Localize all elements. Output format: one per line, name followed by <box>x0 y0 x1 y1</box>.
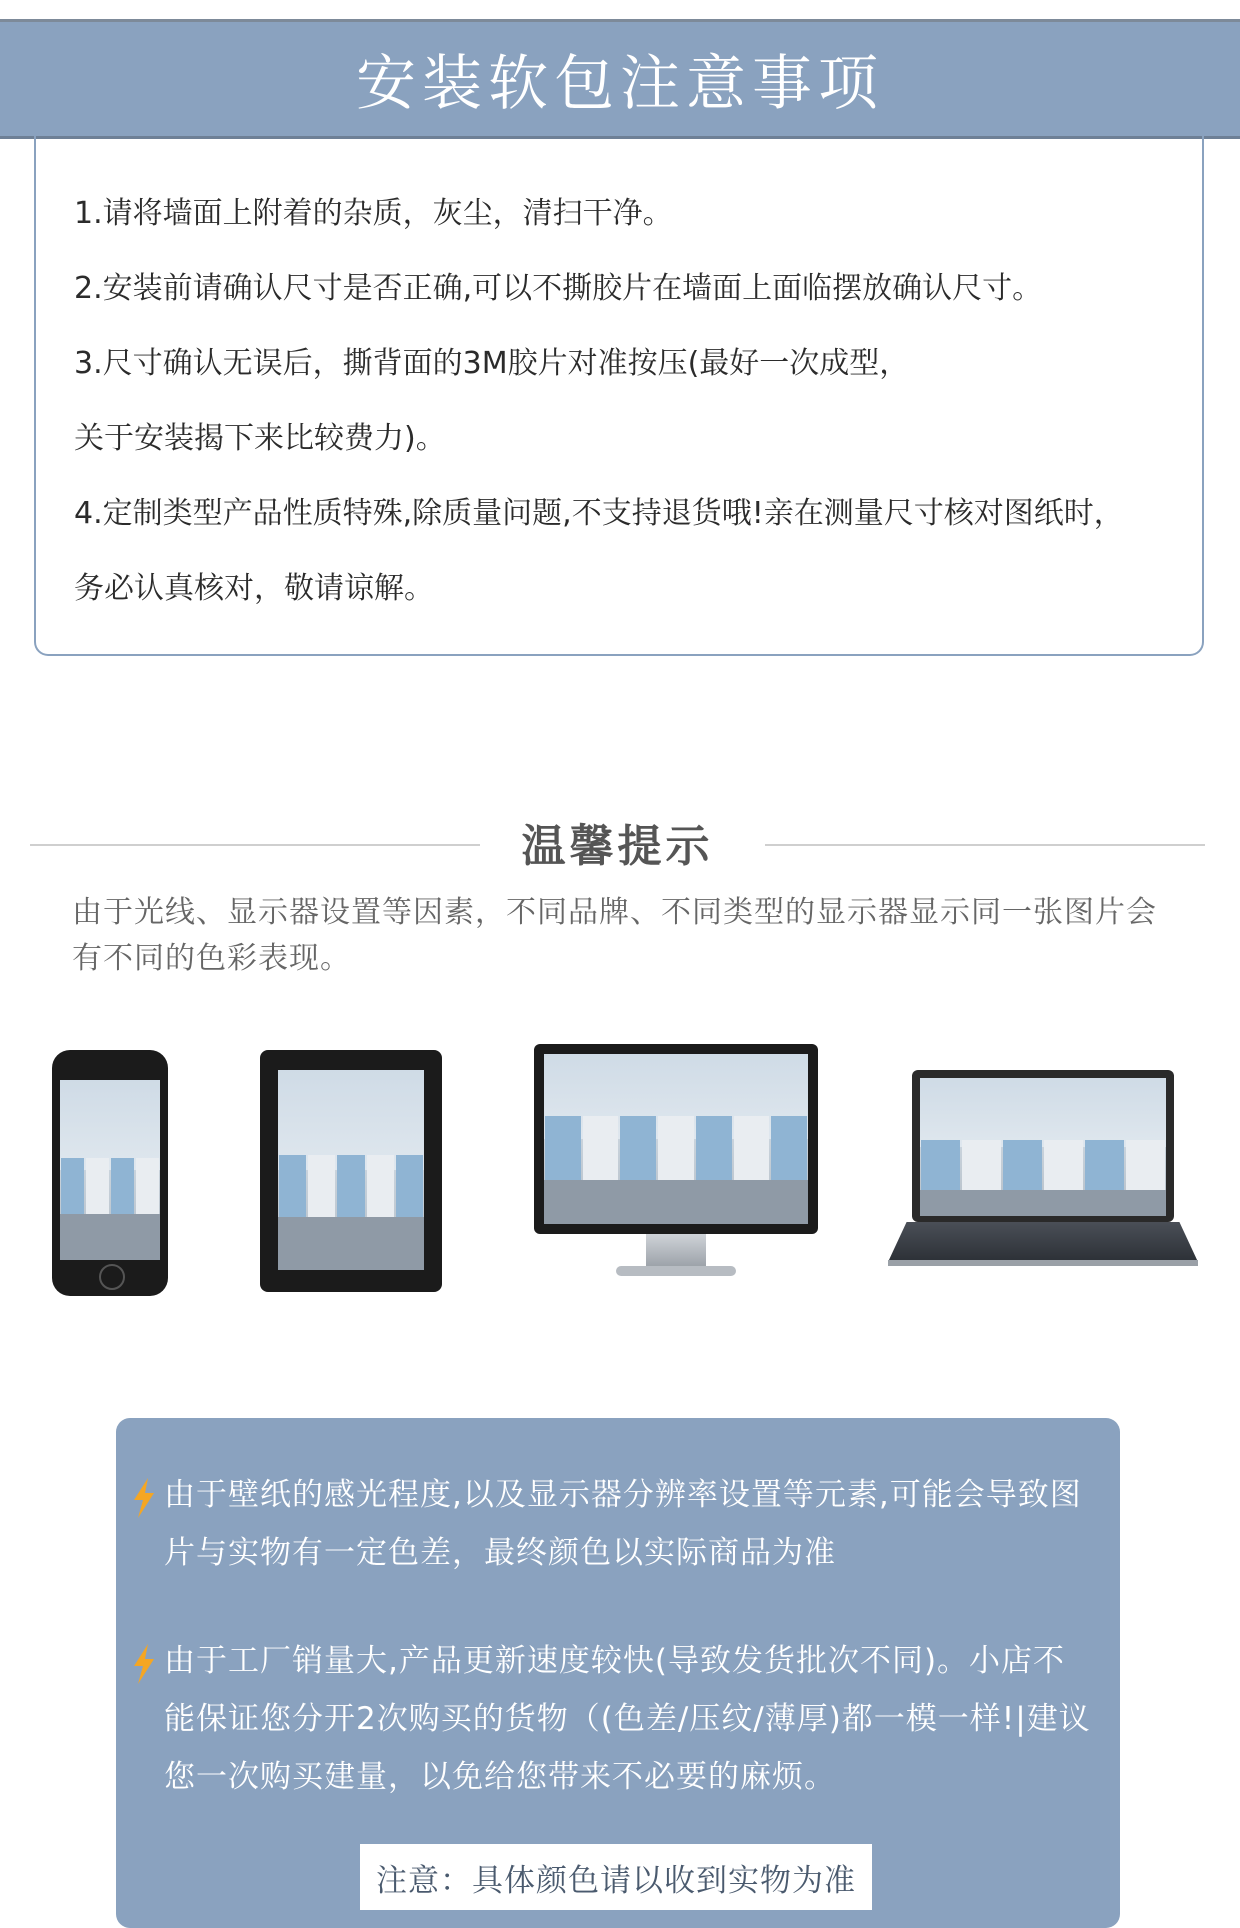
laptop-image <box>888 1070 1198 1290</box>
color-note-box <box>360 1844 872 1910</box>
notice-line: 关于安装揭下来比较费力)。 <box>74 421 446 456</box>
page-title: 安装软包注意事项 <box>356 49 884 119</box>
tips-heading <box>30 810 1205 880</box>
warm-text: 由于工厂销量大,产品更新速度较快(导致发货批次不同)。小店不能保证您分开2次购买的货物（(色差/压纹/薄厚)都一模一样!|建议您一次购买建量，以免给您带来不必要的麻烦。 <box>164 1643 1091 1795</box>
device-illustrations <box>0 1030 1240 1290</box>
notice-line: 4.定制类型产品性质特殊,除质量问题,不支持退货哦!亲在测量尺寸核对图纸时， <box>74 496 1124 531</box>
monitor-image <box>534 1044 818 1314</box>
phone-image <box>52 1050 168 1296</box>
warm-item <box>130 1632 1092 1806</box>
notice-box <box>34 136 1204 656</box>
notice-line: 务必认真核对，敬请谅解。 <box>74 571 434 606</box>
tips-title: 温馨提示 <box>521 821 714 872</box>
color-note: 注意：具体颜色请以收到实物为准 <box>376 1862 856 1899</box>
notice-line: 2.安装前请确认尺寸是否正确,可以不撕胶片在墙面上面临摆放确认尺寸。 <box>74 271 1043 306</box>
tips-description: 由于光线、显示器设置等因素，不同品牌、不同类型的显示器显示同一张图片会有不同的色彩表现。 <box>72 895 1157 976</box>
notice-line: 1.请将墙面上附着的杂质，灰尘，清扫干净。 <box>74 196 673 231</box>
warm-item <box>130 1466 1092 1582</box>
header-banner <box>0 22 1240 139</box>
warm-notice-box <box>116 1418 1120 1928</box>
lightning-icon <box>130 1478 158 1518</box>
tablet-image <box>260 1050 442 1292</box>
lightning-icon <box>130 1644 158 1684</box>
warm-text: 由于壁纸的感光程度,以及显示器分辨率设置等元素,可能会导致图片与实物有一定色差，最终颜色以实际商品为准 <box>164 1477 1082 1571</box>
notice-line: 3.尺寸确认无误后，撕背面的3M胶片对准按压(最好一次成型， <box>74 346 910 381</box>
